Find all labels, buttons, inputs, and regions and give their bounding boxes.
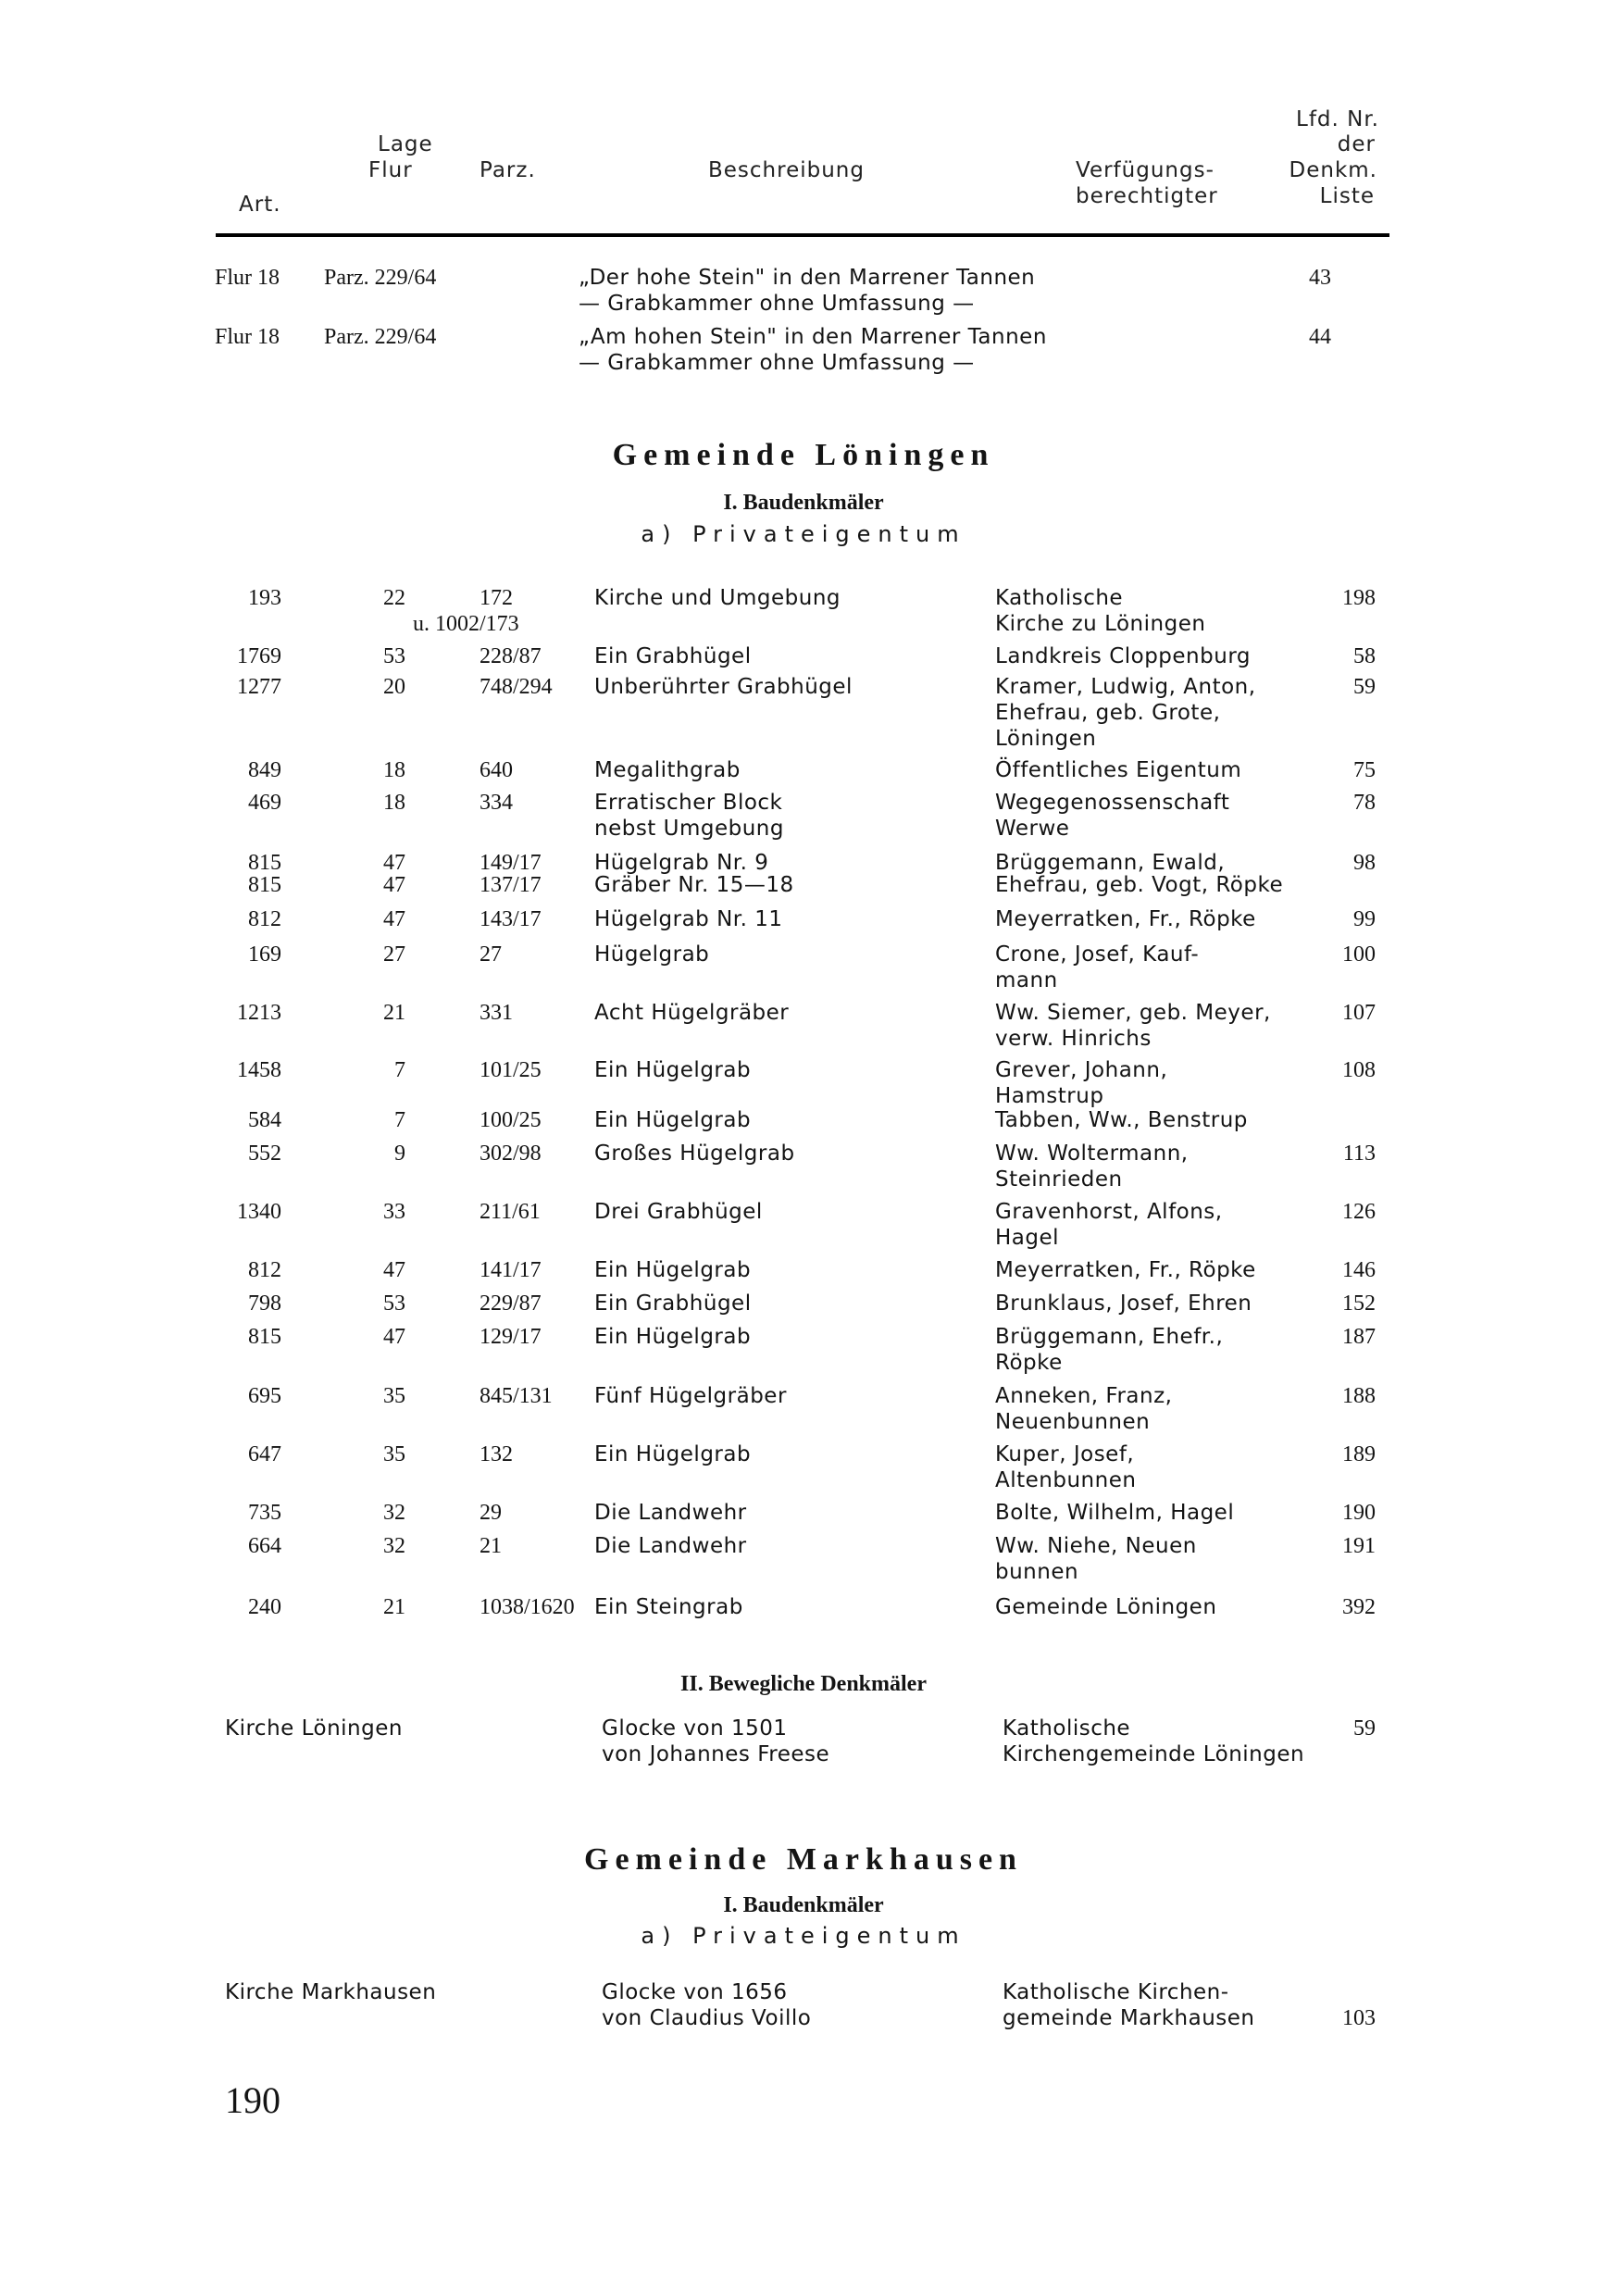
cell-parz: 334 [480, 791, 513, 815]
cell-beschreibung: Kirche und Umgebung [594, 586, 841, 610]
markhausen-desc-2: von Claudius Voillo [602, 2006, 812, 2030]
cell-beschreibung: Ein Hügelgrab [594, 1058, 752, 1082]
cell-parz: 748/294 [480, 675, 553, 699]
top-desc-1: „Am hohen Stein" in den Marrener Tannen [579, 325, 1047, 349]
header-art: Art. [239, 193, 281, 217]
cell-parz: 228/87 [480, 644, 542, 668]
cell-flur: 22 [383, 586, 405, 610]
cell-flur: 7 [394, 1108, 405, 1132]
cell-flur: 33 [383, 1200, 405, 1224]
cell-owner: Tabben, Ww., Benstrup [995, 1108, 1248, 1132]
movable-desc-1: Glocke von 1501 [602, 1716, 788, 1741]
cell-art: 1769 [237, 644, 281, 668]
cell-nr: 189 [1342, 1442, 1376, 1466]
cell-parz: 21 [480, 1534, 502, 1558]
top-desc-2: — Grabkammer ohne Umfassung — [579, 351, 975, 375]
cell-flur: 47 [383, 1258, 405, 1282]
cell-art: 664 [248, 1534, 281, 1558]
cell-art: 815 [248, 873, 281, 897]
cell-parz: 845/131 [480, 1384, 553, 1408]
cell-beschreibung: Gräber Nr. 15—18 [594, 873, 794, 897]
top-nr: 44 [1309, 325, 1331, 349]
markhausen-nr: 103 [1342, 2006, 1376, 2030]
subsection-privateigentum-markhausen: a) Privateigentum [641, 1923, 966, 1949]
cell-beschreibung: Ein Steingrab [594, 1595, 743, 1619]
header-beschreibung: Beschreibung [708, 158, 865, 182]
cell-owner: Neuenbunnen [995, 1410, 1151, 1434]
cell-owner: Brüggemann, Ewald, [995, 851, 1226, 875]
cell-nr: 188 [1342, 1384, 1376, 1408]
cell-nr: 152 [1342, 1292, 1376, 1316]
cell-owner: Löningen [995, 727, 1097, 751]
cell-flur: 53 [383, 1292, 405, 1316]
cell-beschreibung: Hügelgrab Nr. 11 [594, 907, 783, 931]
page-number: 190 [225, 2079, 280, 2121]
cell-art: 812 [248, 1258, 281, 1282]
cell-parz: 1038/1620 [480, 1595, 575, 1619]
cell-parz: 137/17 [480, 873, 542, 897]
cell-owner: Öffentliches Eigentum [995, 758, 1242, 782]
cell-owner: Brunklaus, Josef, Ehren [995, 1292, 1252, 1316]
cell-flur: 20 [383, 675, 405, 699]
cell-nr: 191 [1342, 1534, 1376, 1558]
cell-parz: 129/17 [480, 1325, 542, 1349]
cell-parz: 172 [480, 586, 513, 610]
cell-art: 240 [248, 1595, 281, 1619]
movable-desc-2: von Johannes Freese [602, 1742, 830, 1766]
cell-art: 695 [248, 1384, 281, 1408]
top-parz: Parz. 229/64 [324, 325, 437, 349]
cell-owner: Kramer, Ludwig, Anton, [995, 675, 1256, 699]
cell-beschreibung: Fünf Hügelgräber [594, 1384, 787, 1408]
header-lfd-2: der [1337, 132, 1376, 156]
markhausen-place: Kirche Markhausen [225, 1980, 437, 2004]
cell-flur: 32 [383, 1534, 405, 1558]
cell-beschreibung: Ein Grabhügel [594, 1292, 752, 1316]
cell-nr: 107 [1342, 1001, 1376, 1025]
cell-nr: 99 [1353, 907, 1376, 931]
cell-art: 469 [248, 791, 281, 815]
cell-parz: 640 [480, 758, 513, 782]
header-lfd-4: Liste [1319, 184, 1375, 208]
header-flur: Flur [368, 158, 413, 182]
cell-art: 1458 [237, 1058, 281, 1082]
cell-art: 798 [248, 1292, 281, 1316]
section-title-loeningen: Gemeinde Löningen [612, 438, 995, 472]
cell-owner: Werwe [995, 817, 1070, 841]
subsection-privateigentum: a) Privateigentum [641, 521, 966, 547]
cell-owner: Grever, Johann, [995, 1058, 1168, 1082]
cell-beschreibung: Drei Grabhügel [594, 1200, 763, 1224]
cell-owner: Gravenhorst, Alfons, [995, 1200, 1223, 1224]
cell-beschreibung: Ein Hügelgrab [594, 1442, 752, 1466]
cell-parz: 229/87 [480, 1292, 542, 1316]
top-desc-2: — Grabkammer ohne Umfassung — [579, 292, 975, 316]
cell-parz: 302/98 [480, 1142, 542, 1166]
cell-nr: 187 [1342, 1325, 1376, 1349]
header-parz: Parz. [480, 158, 536, 182]
markhausen-desc-1: Glocke von 1656 [602, 1980, 788, 2004]
section-title-markhausen: Gemeinde Markhausen [584, 1842, 1023, 1877]
top-flur: Flur 18 [215, 325, 280, 349]
cell-flur: 35 [383, 1442, 405, 1466]
movable-nr: 59 [1353, 1716, 1376, 1741]
top-flur: Flur 18 [215, 266, 280, 290]
cell-nr: 98 [1353, 851, 1376, 875]
cell-owner: Meyerratken, Fr., Röpke [995, 907, 1256, 931]
cell-owner: Gemeinde Löningen [995, 1595, 1217, 1619]
movable-place: Kirche Löningen [225, 1716, 403, 1741]
cell-parz: 101/25 [480, 1058, 542, 1082]
cell-parz: 143/17 [480, 907, 542, 931]
cell-art: 584 [248, 1108, 281, 1132]
cell-beschreibung: Erratischer Block [594, 791, 783, 815]
cell-art: 815 [248, 851, 281, 875]
cell-art: 815 [248, 1325, 281, 1349]
cell-art: 1213 [237, 1001, 281, 1025]
cell-parz: 132 [480, 1442, 513, 1466]
cell-nr: 113 [1342, 1142, 1376, 1166]
cell-nr: 108 [1342, 1058, 1376, 1082]
cell-nr: 75 [1353, 758, 1376, 782]
subsection-bewegliche: II. Bewegliche Denkmäler [680, 1672, 927, 1696]
cell-art: 812 [248, 907, 281, 931]
cell-nr: 190 [1342, 1501, 1376, 1525]
cell-beschreibung: Unberührter Grabhügel [594, 675, 853, 699]
cell-nr: 78 [1353, 791, 1376, 815]
cell-beschreibung: Hügelgrab Nr. 9 [594, 851, 769, 875]
cell-owner: Ww. Woltermann, [995, 1142, 1189, 1166]
top-parz: Parz. 229/64 [324, 266, 437, 290]
cell-owner: Altenbunnen [995, 1468, 1137, 1492]
cell-parz-2: u. 1002/173 [413, 612, 519, 636]
movable-owner-1: Katholische [1003, 1716, 1131, 1741]
cell-beschreibung: Ein Grabhügel [594, 644, 752, 668]
cell-art: 849 [248, 758, 281, 782]
cell-owner: Crone, Josef, Kauf- [995, 942, 1200, 967]
cell-flur: 35 [383, 1384, 405, 1408]
cell-nr: 392 [1342, 1595, 1376, 1619]
cell-owner: bunnen [995, 1560, 1079, 1584]
cell-owner: Ww. Niehe, Neuen [995, 1534, 1197, 1558]
cell-art: 647 [248, 1442, 281, 1466]
cell-flur: 21 [383, 1001, 405, 1025]
cell-beschreibung: nebst Umgebung [594, 817, 784, 841]
cell-owner: Anneken, Franz, [995, 1384, 1173, 1408]
header-lage: Lage [378, 132, 433, 156]
cell-nr: 58 [1353, 644, 1376, 668]
cell-nr: 126 [1342, 1200, 1376, 1224]
cell-art: 1340 [237, 1200, 281, 1224]
cell-owner: Ehefrau, geb. Vogt, Röpke [995, 873, 1284, 897]
cell-beschreibung: Ein Hügelgrab [594, 1108, 752, 1132]
cell-flur: 47 [383, 851, 405, 875]
cell-art: 735 [248, 1501, 281, 1525]
cell-beschreibung: Hügelgrab [594, 942, 710, 967]
cell-beschreibung: Großes Hügelgrab [594, 1142, 795, 1166]
cell-beschreibung: Acht Hügelgräber [594, 1001, 790, 1025]
header-rule [216, 233, 1389, 237]
cell-beschreibung: Die Landwehr [594, 1501, 747, 1525]
cell-nr: 59 [1353, 675, 1376, 699]
cell-owner: Steinrieden [995, 1167, 1123, 1192]
subsection-baudenkmaeler-markhausen: I. Baudenkmäler [723, 1893, 884, 1917]
cell-art: 169 [248, 942, 281, 967]
cell-flur: 47 [383, 907, 405, 931]
cell-flur: 47 [383, 1325, 405, 1349]
cell-art: 1277 [237, 675, 281, 699]
header-verfuegung-1: Verfügungs- [1076, 158, 1215, 182]
cell-nr: 100 [1342, 942, 1376, 967]
cell-owner: Kuper, Josef, [995, 1442, 1135, 1466]
cell-flur: 27 [383, 942, 405, 967]
cell-owner: verw. Hinrichs [995, 1027, 1152, 1051]
cell-flur: 21 [383, 1595, 405, 1619]
cell-flur: 47 [383, 873, 405, 897]
subsection-baudenkmaeler: I. Baudenkmäler [723, 491, 884, 515]
cell-parz: 27 [480, 942, 502, 967]
cell-nr: 198 [1342, 586, 1376, 610]
markhausen-owner-1: Katholische Kirchen- [1003, 1980, 1229, 2004]
cell-flur: 9 [394, 1142, 405, 1166]
movable-owner-2: Kirchengemeinde Löningen [1003, 1742, 1305, 1766]
cell-parz: 149/17 [480, 851, 542, 875]
cell-owner: Hamstrup [995, 1084, 1104, 1108]
cell-flur: 53 [383, 644, 405, 668]
cell-beschreibung: Ein Hügelgrab [594, 1325, 752, 1349]
cell-owner: Brüggemann, Ehefr., [995, 1325, 1224, 1349]
cell-owner: Ww. Siemer, geb. Meyer, [995, 1001, 1271, 1025]
cell-flur: 32 [383, 1501, 405, 1525]
cell-parz: 211/61 [480, 1200, 541, 1224]
markhausen-owner-2: gemeinde Markhausen [1003, 2006, 1255, 2030]
top-nr: 43 [1309, 266, 1331, 290]
top-desc-1: „Der hohe Stein" in den Marrener Tannen [579, 266, 1036, 290]
cell-art: 193 [248, 586, 281, 610]
cell-beschreibung: Ein Hügelgrab [594, 1258, 752, 1282]
cell-parz: 141/17 [480, 1258, 542, 1282]
cell-owner: Kirche zu Löningen [995, 612, 1206, 636]
cell-owner: Landkreis Cloppenburg [995, 644, 1251, 668]
cell-nr: 146 [1342, 1258, 1376, 1282]
header-verfuegung-2: berechtigter [1076, 184, 1218, 208]
cell-owner: Katholische [995, 586, 1124, 610]
cell-art: 552 [248, 1142, 281, 1166]
cell-flur: 7 [394, 1058, 405, 1082]
cell-owner: Bolte, Wilhelm, Hagel [995, 1501, 1235, 1525]
cell-beschreibung: Megalithgrab [594, 758, 741, 782]
cell-beschreibung: Die Landwehr [594, 1534, 747, 1558]
header-lfd-3: Denkm. [1289, 158, 1377, 182]
cell-owner: Röpke [995, 1351, 1063, 1375]
cell-owner: Meyerratken, Fr., Röpke [995, 1258, 1256, 1282]
cell-flur: 18 [383, 758, 405, 782]
cell-parz: 100/25 [480, 1108, 542, 1132]
cell-flur: 18 [383, 791, 405, 815]
cell-parz: 29 [480, 1501, 502, 1525]
cell-parz: 331 [480, 1001, 513, 1025]
header-lfd-1: Lfd. Nr. [1296, 107, 1379, 131]
cell-owner: mann [995, 968, 1058, 992]
cell-owner: Wegegenossenschaft [995, 791, 1230, 815]
cell-owner: Ehefrau, geb. Grote, [995, 701, 1221, 725]
cell-owner: Hagel [995, 1226, 1060, 1250]
